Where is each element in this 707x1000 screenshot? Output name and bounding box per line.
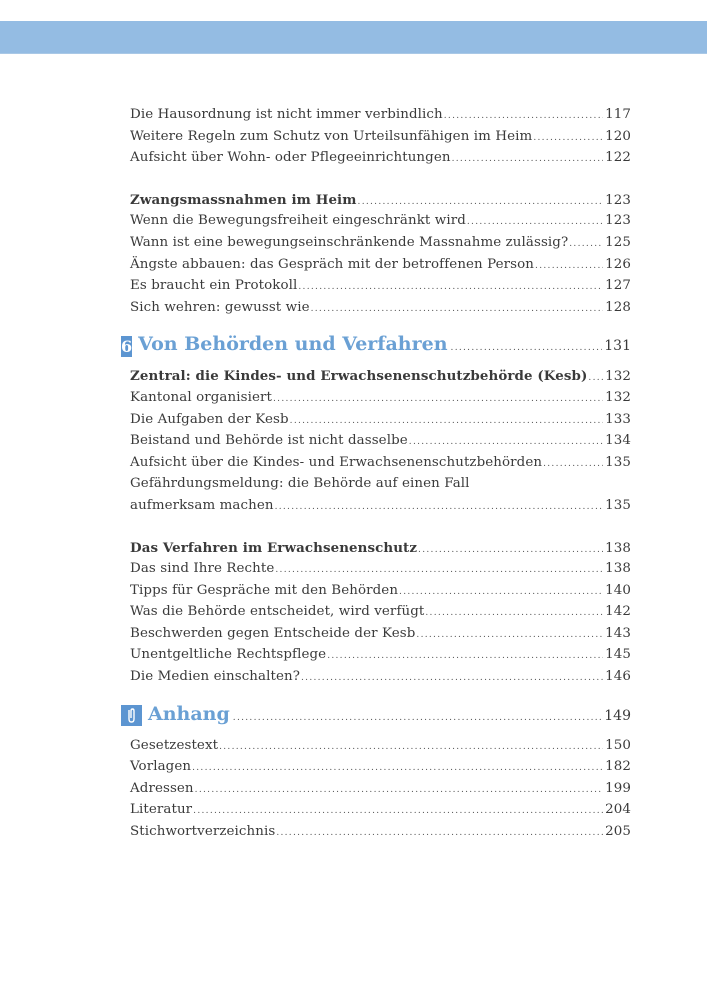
toc-subheading[interactable] <box>130 540 631 562</box>
leader-dots <box>275 565 603 575</box>
leader-dots <box>276 828 603 838</box>
toc-subheading[interactable] <box>130 368 631 390</box>
toc-entry[interactable] <box>130 278 631 300</box>
entry-title: Zentral: die Kindes- und Erwachsenenschutzbehörde (Kesb) <box>130 368 588 385</box>
toc-entry[interactable] <box>130 213 631 235</box>
entry-title: Kantonal organisiert <box>130 389 272 405</box>
toc-entry[interactable] <box>130 647 631 669</box>
entry-page: 135 <box>605 454 631 470</box>
toc-entry[interactable] <box>130 412 631 434</box>
entry-page: 125 <box>605 234 631 250</box>
entry-page: 123 <box>605 213 631 229</box>
entry-page: 140 <box>605 582 631 598</box>
entry-title: Es braucht ein Protokoll <box>130 278 298 294</box>
leader-dots <box>358 197 604 207</box>
leader-dots <box>327 651 603 661</box>
leader-dots <box>588 373 603 383</box>
leader-dots <box>416 630 603 640</box>
entry-page: 135 <box>605 497 631 513</box>
entry-page: 142 <box>605 604 631 620</box>
appendix-page: 149 <box>604 707 631 724</box>
table-of-contents <box>121 107 631 846</box>
entry-title: Weitere Regeln zum Schutz von Urteilsunfähigen im Heim <box>130 128 533 144</box>
toc-entry[interactable] <box>130 738 631 760</box>
toc-entry[interactable] <box>130 626 631 648</box>
entry-title: Vorlagen <box>130 759 192 775</box>
toc-entry[interactable] <box>130 604 631 626</box>
leader-dots <box>467 217 603 227</box>
entry-title: Unentgeltliche Rechtspflege <box>130 647 327 663</box>
entry-page: 132 <box>605 369 631 385</box>
entry-page: 117 <box>605 107 631 122</box>
leader-dots <box>301 673 603 683</box>
leader-dots <box>219 742 603 752</box>
entry-page: 127 <box>605 278 631 294</box>
toc-entry[interactable] <box>130 781 631 803</box>
toc-entry[interactable] <box>130 150 631 172</box>
entry-page: 199 <box>605 780 631 796</box>
toc-section <box>130 738 631 846</box>
entry-page: 122 <box>605 150 631 166</box>
toc-entry[interactable] <box>130 561 631 583</box>
toc-entry[interactable] <box>130 107 631 129</box>
toc-entry[interactable] <box>130 257 631 279</box>
toc-entry[interactable] <box>130 300 631 322</box>
entry-title: Die Hausordnung ist nicht immer verbindlich <box>130 107 443 122</box>
entry-title: Aufsicht über die Kindes- und Erwachsenenschutzbehörden <box>130 454 543 470</box>
entry-page: 204 <box>605 802 631 818</box>
leader-dots <box>569 239 603 249</box>
paperclip-icon <box>121 705 142 726</box>
leader-dots <box>273 394 603 404</box>
leader-dots <box>543 459 603 469</box>
entry-page: 120 <box>605 128 631 144</box>
leader-dots <box>193 806 603 816</box>
leader-dots <box>451 343 603 353</box>
entry-title: Wann ist eine bewegungseinschränkende Massnahme zulässig? <box>130 234 569 250</box>
header-band <box>0 21 707 54</box>
entry-title: Beschwerden gegen Entscheide der Kesb <box>130 625 416 641</box>
chapter-heading-6[interactable] <box>121 333 631 359</box>
entry-title: Beistand und Behörde ist nicht dasselbe <box>130 433 408 449</box>
leader-dots <box>233 713 602 723</box>
entry-page: 143 <box>605 625 631 641</box>
toc-entry-multiline[interactable] <box>130 476 631 498</box>
entry-title: Sich wehren: gewusst wie <box>130 299 310 315</box>
toc-entry[interactable] <box>130 824 631 846</box>
entry-title: Aufsicht über Wohn- oder Pflegeeinrichtungen <box>130 150 451 166</box>
entry-title: Tipps für Gespräche mit den Behörden <box>130 582 399 598</box>
leader-dots <box>311 304 604 314</box>
entry-title: Stichwortverzeichnis <box>130 824 276 840</box>
chapter-number-badge: 6 <box>121 336 133 356</box>
leader-dots <box>533 133 603 143</box>
entry-page: 138 <box>605 540 631 556</box>
leader-dots <box>399 587 603 597</box>
entry-title-line2: aufmerksam machen <box>130 497 274 513</box>
entry-page: 128 <box>605 299 631 315</box>
entry-page: 145 <box>605 647 631 663</box>
appendix-title: Anhang <box>148 702 230 725</box>
entry-page: 134 <box>605 433 631 449</box>
entry-title: Ängste abbauen: das Gespräch mit der betroffenen Person <box>130 256 535 272</box>
entry-title: Adressen <box>130 780 194 796</box>
toc-subheading[interactable] <box>130 192 631 214</box>
entry-title: Gesetzestext <box>130 737 219 753</box>
entry-page: 138 <box>605 561 631 577</box>
toc-entry[interactable] <box>130 455 631 477</box>
entry-title: Zwangsmassnahmen im Heim <box>130 191 357 208</box>
leader-dots <box>418 545 603 555</box>
leader-dots <box>425 608 603 618</box>
leader-dots <box>275 502 604 512</box>
toc-entry[interactable] <box>130 583 631 605</box>
leader-dots <box>452 154 604 164</box>
toc-entry[interactable] <box>130 669 631 691</box>
entry-title: Das Verfahren im Erwachsenenschutz <box>130 539 418 556</box>
leader-dots <box>298 282 603 292</box>
entry-page: 182 <box>605 759 631 775</box>
entry-title: Die Aufgaben der Kesb <box>130 411 289 427</box>
toc-section <box>130 368 631 476</box>
toc-section <box>130 540 631 691</box>
toc-entry[interactable] <box>130 235 631 257</box>
entry-page: 126 <box>605 256 631 272</box>
leader-dots <box>290 416 603 426</box>
entry-page: 133 <box>605 411 631 427</box>
entry-title: Die Medien einschalten? <box>130 669 300 685</box>
chapter-page: 131 <box>604 338 631 355</box>
toc-entry[interactable] <box>130 759 631 781</box>
entry-title: Literatur <box>130 802 193 818</box>
toc-entry-multiline-cont[interactable] <box>130 498 631 520</box>
toc-entry[interactable] <box>130 390 631 412</box>
leader-dots <box>192 763 603 773</box>
toc-entry[interactable] <box>130 802 631 824</box>
toc-section <box>130 107 631 172</box>
entry-title: Was die Behörde entscheidet, wird verfügt <box>130 604 425 620</box>
entry-title: Das sind Ihre Rechte <box>130 561 275 577</box>
toc-entry[interactable] <box>130 129 631 151</box>
entry-page: 150 <box>605 737 631 753</box>
toc-section <box>130 192 631 322</box>
leader-dots <box>409 437 603 447</box>
entry-page: 205 <box>605 824 631 840</box>
entry-title: Wenn die Bewegungsfreiheit eingeschränkt wird <box>130 213 466 229</box>
entry-title-line1: Gefährdungsmeldung: die Behörde auf einen Fall <box>130 476 470 492</box>
chapter-title: Von Behörden und Verfahren <box>138 333 448 356</box>
toc-entry[interactable] <box>130 433 631 455</box>
entry-page: 132 <box>605 389 631 405</box>
entry-page: 146 <box>605 669 631 685</box>
entry-page: 123 <box>605 192 631 208</box>
appendix-heading[interactable] <box>121 703 631 729</box>
leader-dots <box>444 111 603 121</box>
leader-dots <box>195 785 603 795</box>
leader-dots <box>535 261 603 271</box>
